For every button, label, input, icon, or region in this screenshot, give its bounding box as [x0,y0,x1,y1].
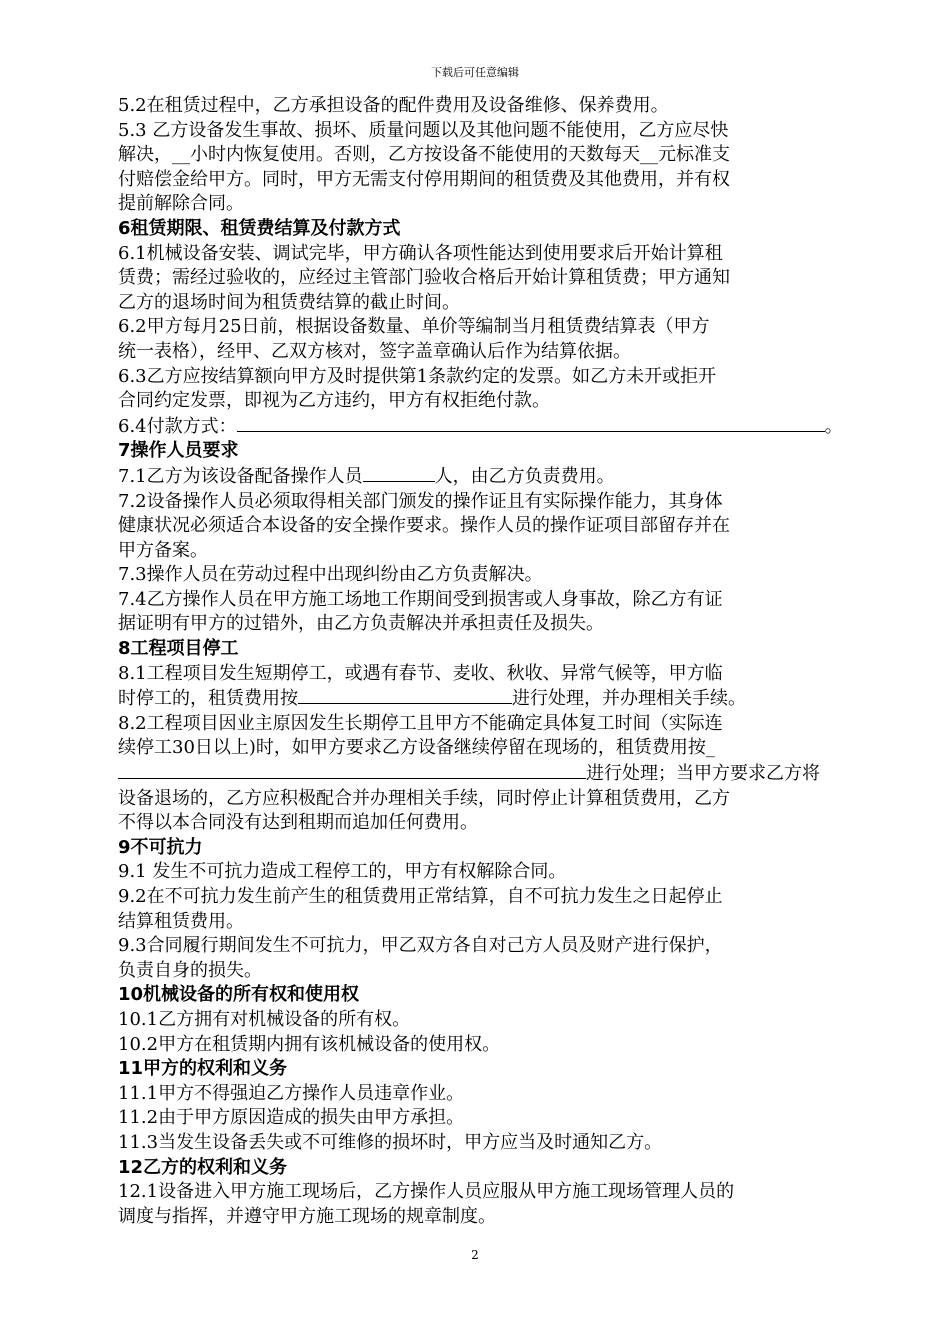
clause-6-3-line-1: 6.3乙方应按结算额向甲方及时提供第1条款约定的发票。如乙方未开或拒开 [118,365,717,387]
clause-6-1-line-3: 乙方的退场时间为租赁费结算的截止时间。 [118,291,460,313]
clause-7-1 [118,464,888,490]
clause-5-3-line-1: 5.3 乙方设备发生事故、损坏、质量问题以及其他问题不能使用，乙方应尽快 [118,119,729,141]
payment-method-blank[interactable] [237,414,825,432]
section-7-heading: 7操作人员要求 [118,440,239,462]
clause-8-1-end: 进行处理，并办理相关手续。 [512,688,746,710]
clause-8-1-line-2 [118,686,888,712]
clause-6-4-end: 。 [824,415,843,437]
clause-6-1-line-1: 6.1机械设备安装、调试完毕，甲方确认各项性能达到使用要求后开始计算租 [118,242,723,264]
clause-6-4-label: 6.4付款方式： [118,415,237,437]
clause-11-1: 11.1甲方不得强迫乙方操作人员违章作业。 [118,1082,465,1104]
clause-10-2: 10.2甲方在租赁期内拥有该机械设备的使用权。 [118,1033,501,1055]
clause-8-1-text: 时停工的，租赁费用按 [118,688,298,710]
clause-5-3-line-3: 付赔偿金给甲方。同时，甲方无需支付停用期间的租赁费及其他费用，并有权 [118,168,730,190]
clause-10-1: 10.1乙方拥有对机械设备的所有权。 [118,1008,411,1030]
clause-12-1-line-1: 12.1设备进入甲方施工现场后，乙方操作人员应服从甲方施工现场管理人员的 [118,1181,735,1203]
short-stop-fee-blank[interactable] [298,686,512,704]
clause-11-3: 11.3当发生设备丢失或不可维修的损坏时，甲方应当及时通知乙方。 [118,1131,663,1153]
page-number: 2 [471,1248,479,1262]
clause-5-3-line-4: 提前解除合同。 [118,193,244,215]
page-header: 下载后可任意编辑 [431,66,519,79]
clause-8-2-line-3 [118,761,888,787]
section-12-heading: 12乙方的权利和义务 [118,1156,288,1178]
clause-6-4 [118,414,888,440]
clause-9-3-line-2: 负责自身的损失。 [118,959,262,981]
clause-9-2-line-1: 9.2在不可抗力发生前产生的租赁费用正常结算，自不可抗力发生之日起停止 [118,886,723,907]
section-8-heading: 8工程项目停工 [118,638,239,660]
clause-9-2-line-2: 结算租赁费用。 [118,910,244,932]
clause-8-1-line-1: 8.1工程项目发生短期停工，或遇有春节、麦收、秋收、异常气候等，甲方临 [118,662,723,684]
operator-count-blank[interactable] [363,464,435,482]
clause-6-3-line-2: 合同约定发票，即视为乙方违约，甲方有权拒绝付款。 [118,390,550,412]
section-6-heading: 6租赁期限、租赁费结算及付款方式 [118,217,401,239]
contract-body [118,94,888,1229]
clause-8-2-text: 进行处理；当甲方要求乙方将 [586,763,820,785]
clause-8-2-line-2: 续停工30日以上)时，如甲方要求乙方设备继续停留在现场的，租赁费用按_ [118,737,715,759]
clause-7-2-line-1: 7.2设备操作人员必须取得相关部门颁发的操作证且有实际操作能力，其身体 [118,490,723,512]
clause-6-2-line-2: 统一表格），经甲、乙双方核对，签字盖章确认后作为结算依据。 [118,340,631,362]
clause-7-2-line-2: 健康状况必须适合本设备的安全操作要求。操作人员的操作证项目部留存并在 [118,515,730,537]
clause-7-3: 7.3操作人员在劳动过程中出现纠纷由乙方负责解决。 [118,564,543,586]
section-10-heading: 10机械设备的所有权和使用权 [118,984,360,1006]
clause-6-1-line-2: 赁费；需经过验收的，应经过主管部门验收合格后开始计算租赁费；甲方通知 [118,267,730,289]
clause-7-4-line-1: 7.4乙方操作人员在甲方施工场地工作期间受到损害或人身事故，除乙方有证 [118,588,723,610]
clause-6-2-line-1: 6.2甲方每月25日前，根据设备数量、单价等编制当月租赁费结算表（甲方 [118,316,710,338]
clause-5-2: 5.2在租赁过程中，乙方承担设备的配件费用及设备维修、保养费用。 [118,95,669,116]
clause-8-2-line-5: 不得以本合同没有达到租期而追加任何费用。 [118,812,478,834]
section-11-heading: 11甲方的权利和义务 [118,1058,288,1080]
clause-12-1-line-2: 调度与指挥，并遵守甲方施工现场的规章制度。 [118,1205,496,1227]
clause-7-2-line-3: 甲方备案。 [118,539,208,561]
clause-7-4-line-2: 据证明有甲方的过错外，由乙方负责解决并承担责任及损失。 [118,613,604,635]
section-9-heading: 9不可抗力 [118,836,203,858]
clause-9-3-line-1: 9.3合同履行期间发生不可抗力，甲乙双方各自对己方人员及财产进行保护， [118,935,723,957]
clause-7-1-text: 7.1乙方为该设备配备操作人员 [118,465,363,487]
clause-11-2: 11.2由于甲方原因造成的损失由甲方承担。 [118,1107,465,1129]
long-stop-fee-blank[interactable] [118,761,586,779]
clause-8-2-line-1: 8.2工程项目因业主原因发生长期停工且甲方不能确定具体复工时间（实际连 [118,712,723,734]
clause-5-3-line-2: 解决，__小时内恢复使用。否则，乙方按设备不能使用的天数每天__元标准支 [118,144,730,166]
clause-9-1: 9.1 发生不可抗力造成工程停工的，甲方有权解除合同。 [118,861,567,883]
clause-8-2-line-4: 设备退场的，乙方应积极配合并办理相关手续，同时停止计算租赁费用，乙方 [118,787,730,809]
clause-7-1-end: 人，由乙方负责费用。 [434,465,615,487]
